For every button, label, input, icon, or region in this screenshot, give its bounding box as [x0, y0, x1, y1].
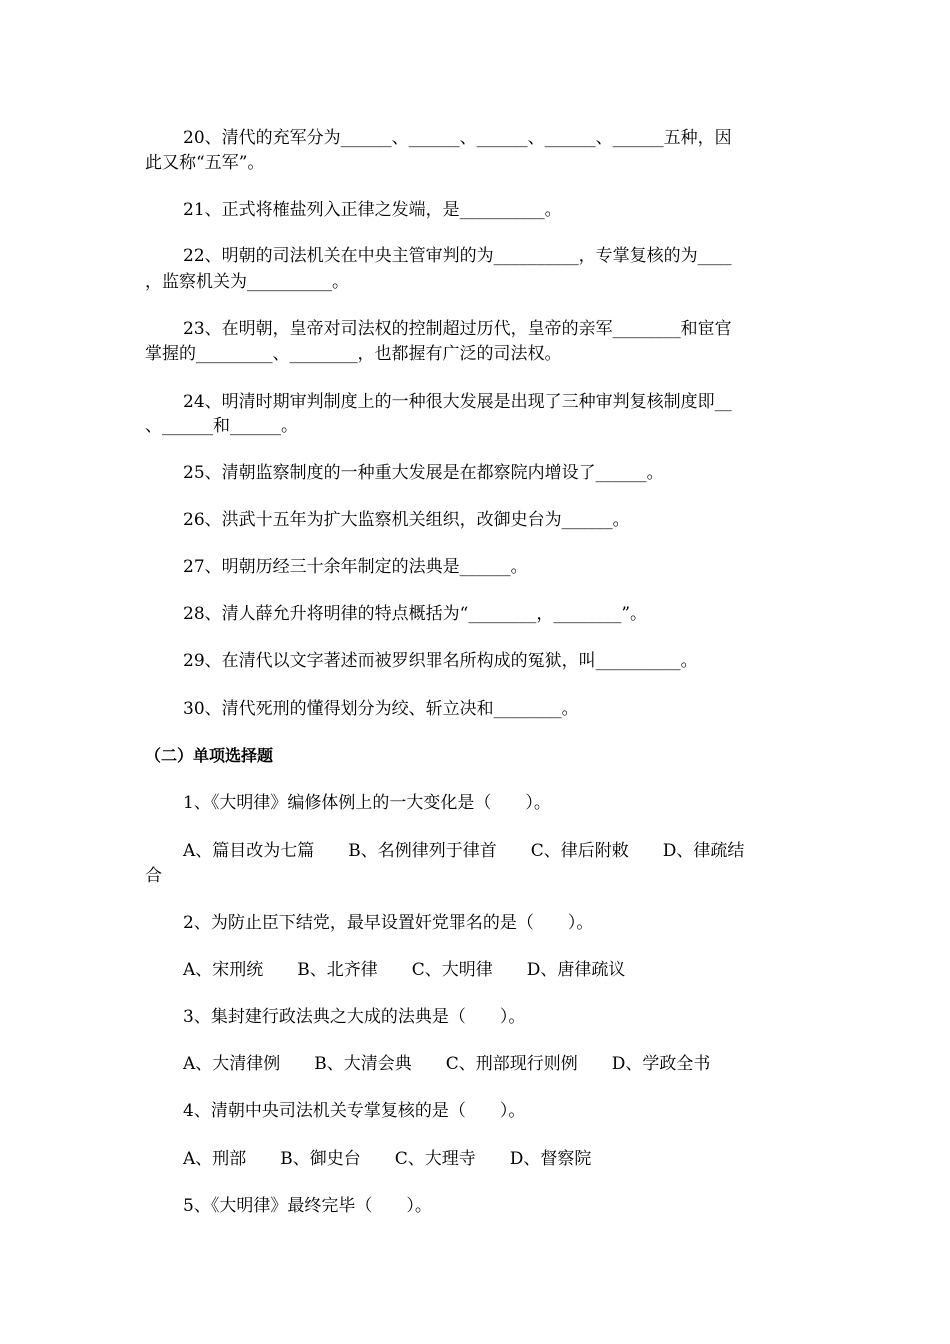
question-24-line-1: 24、明清时期审判制度上的一种很大发展是出现了三种审判复核制度即__ [183, 392, 732, 412]
question-23-line-1: 23、在明朝，皇帝对司法权的控制超过历代，皇帝的亲军________和宦官 [183, 319, 732, 339]
question-22-line-1: 22、明朝的司法机关在中央主管审判的为__________，专掌复核的为____ [183, 246, 732, 266]
question-23-line-2: 掌握的_________、________，也都握有广泛的司法权。 [145, 344, 562, 364]
question-29: 29、在清代以文字著述而被罗织罪名所构成的冤狱，叫__________。 [183, 651, 698, 671]
question-28: 28、清人薛允升将明律的特点概括为“________，________”。 [183, 604, 648, 624]
question-22-line-2: ，监察机关为__________。 [145, 272, 349, 292]
question-21: 21、正式将榷盐列入正律之发端，是__________。 [183, 200, 562, 220]
mc-question-1: 1、《大明律》编修体例上的一大变化是（ ）。 [183, 793, 551, 813]
question-26: 26、洪武十五年为扩大监察机关组织，改御史台为______。 [183, 510, 630, 530]
question-27: 27、明朝历经三十余年制定的法典是______。 [183, 557, 528, 577]
mc-options-1-line-2: 合 [145, 866, 162, 886]
mc-options-3: A、大清律例 B、大清会典 C、刑部现行则例 D、学政全书 [183, 1054, 711, 1074]
question-25: 25、清朝监察制度的一种重大发展是在都察院内增设了______。 [183, 463, 664, 483]
mc-question-3: 3、集封建行政法典之大成的法典是（ ）。 [183, 1007, 526, 1027]
question-30: 30、清代死刑的懂得划分为绞、斩立决和________。 [183, 699, 579, 719]
mc-options-2: A、宋刑统 B、北齐律 C、大明律 D、唐律疏议 [183, 960, 626, 980]
section-heading: （二）单项选择题 [145, 746, 274, 765]
question-20-line-1: 20、清代的充军分为______、______、______、______、______五种，因 [183, 128, 732, 148]
question-24-line-2: 、______和______。 [145, 416, 298, 436]
question-20-line-2: 此又称“五军”。 [145, 153, 265, 173]
mc-options-1-line-1: A、篇目改为七篇 B、名例律列于律首 C、律后附敕 D、律疏结 [183, 841, 745, 861]
mc-options-4: A、刑部 B、御史台 C、大理寺 D、督察院 [183, 1149, 592, 1169]
mc-question-2: 2、为防止臣下结党，最早设置奸党罪名的是（ ）。 [183, 913, 594, 933]
mc-question-4: 4、清朝中央司法机关专掌复核的是（ ）。 [183, 1101, 526, 1121]
mc-question-5: 5、《大明律》最终完毕（ ）。 [183, 1196, 432, 1216]
